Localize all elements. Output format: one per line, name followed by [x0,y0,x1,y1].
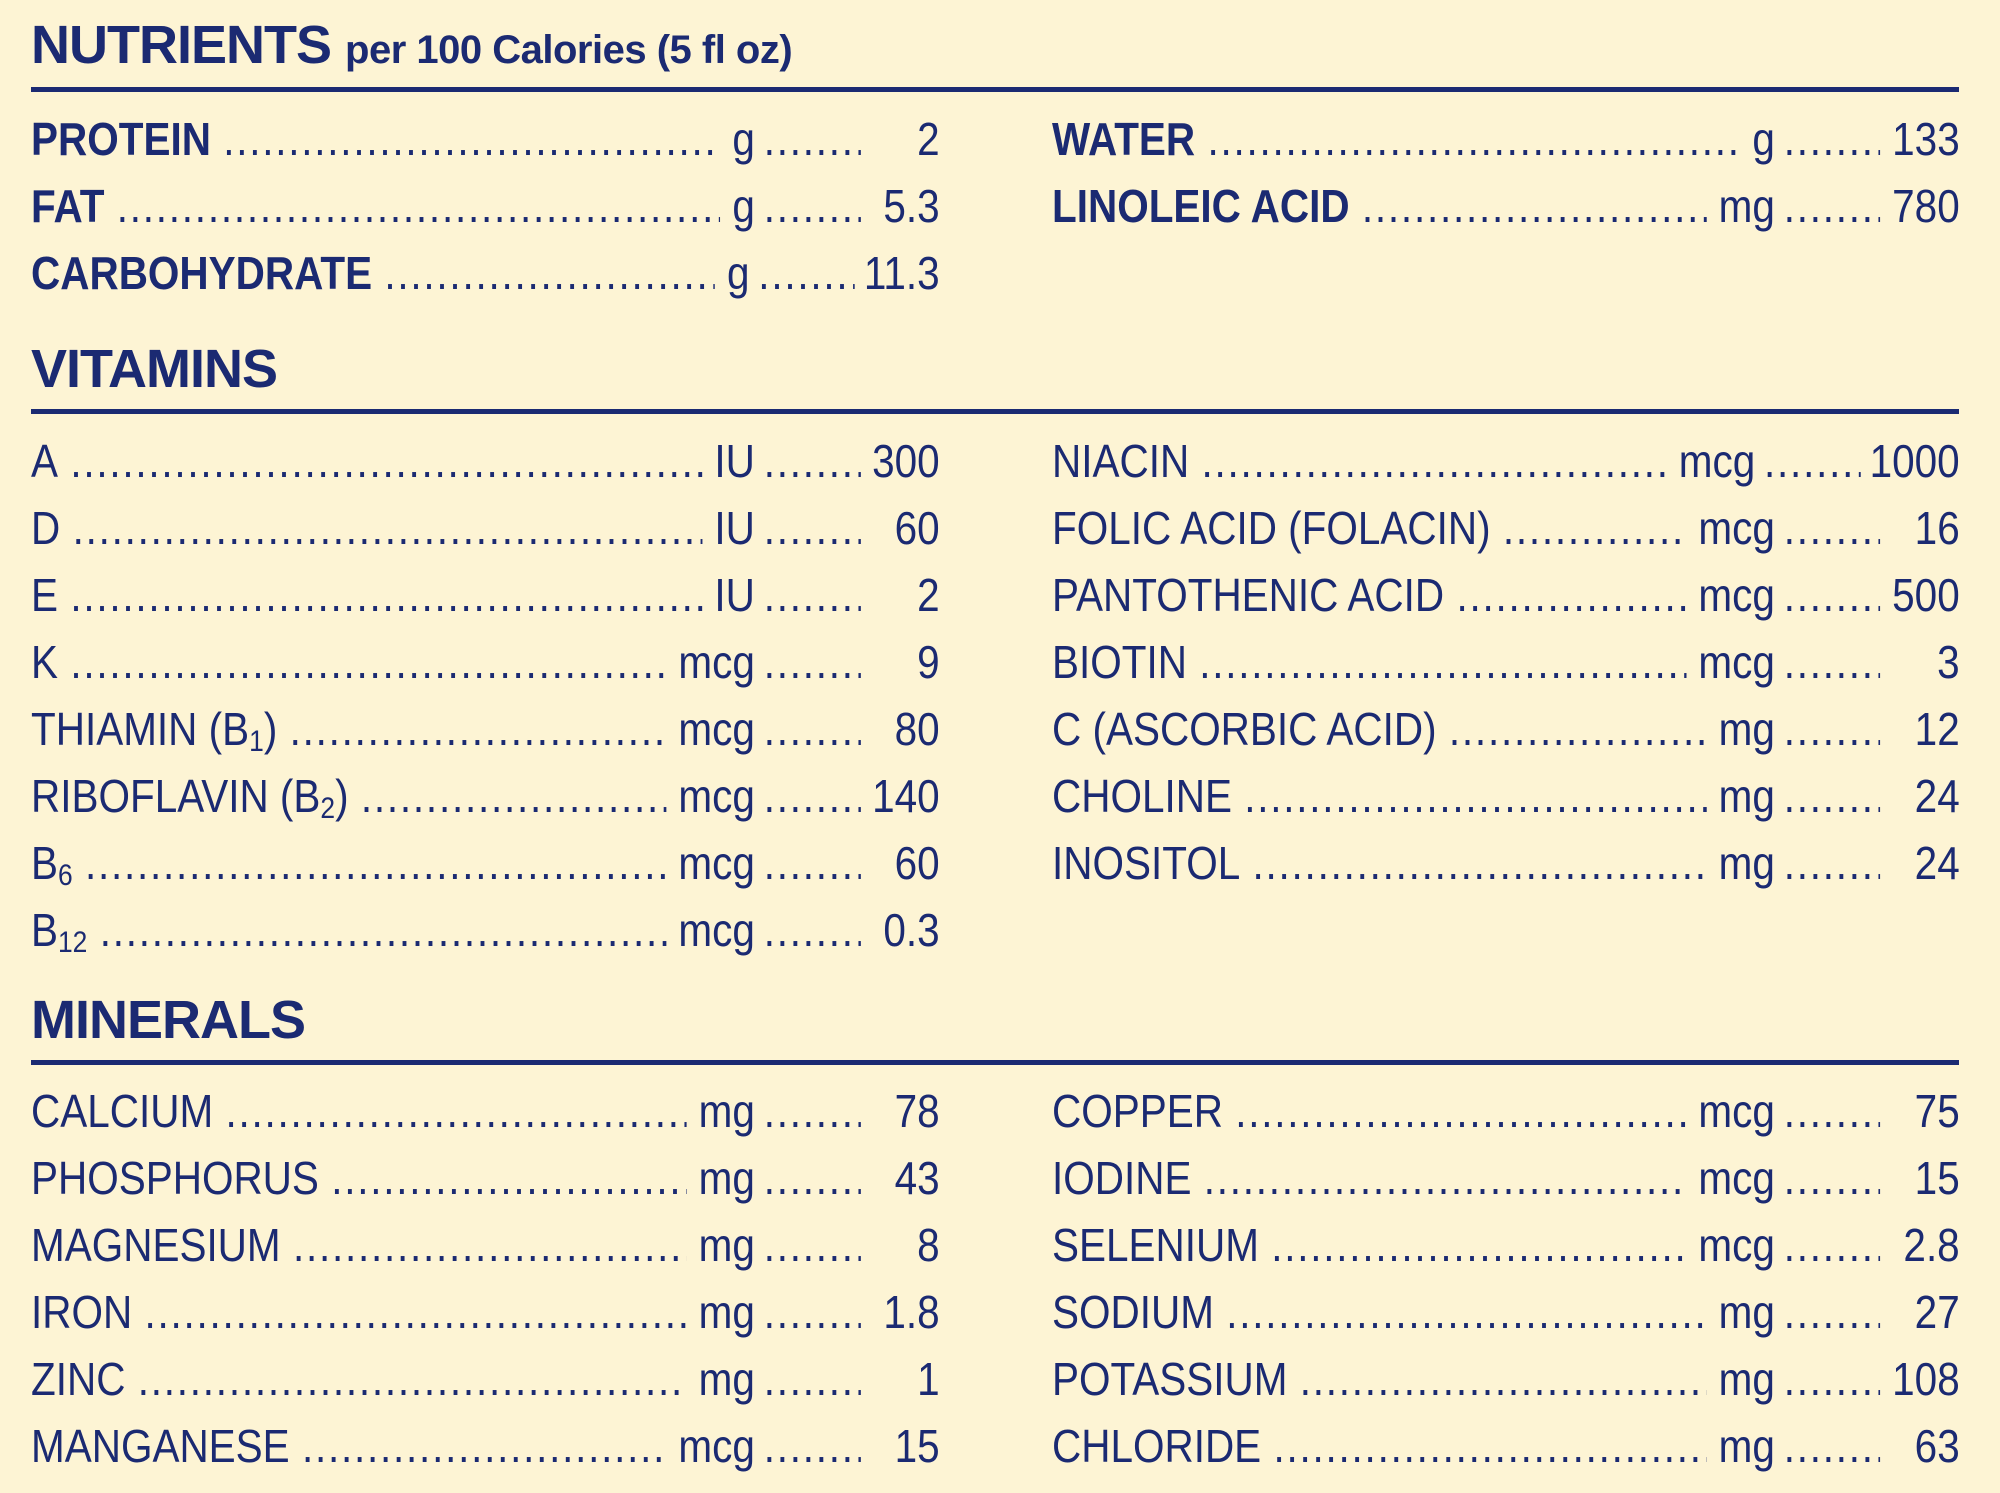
dot-leader [1253,830,1707,897]
nutrient-unit: mcg [678,770,755,822]
nutrient-row [1052,629,1960,696]
vitamins-heading: VITAMINS [31,339,277,399]
nutrient-row [31,830,940,897]
nutrient-value: 9 [917,636,940,688]
nutrient-unit: mg [1718,837,1775,889]
nutrient-name: $B_6$ [31,837,73,892]
nutrient-row [31,897,940,964]
nutrient-row [31,240,940,307]
nutrient-unit: mg [698,1353,755,1405]
nutrient-unit: mcg [1698,502,1775,554]
nutrient-name: INOSITOL [1052,837,1241,889]
nutrient-name: CHOLINE [1052,770,1232,822]
nutrient-value: 24 [1914,837,1960,889]
dot-leader [764,1212,861,1279]
nutrient-unit: mcg [678,904,755,956]
nutrient-value: 8 [917,1219,940,1271]
dot-leader [1274,1413,1707,1480]
dot-leader [764,1145,861,1212]
nutrient-value: 43 [894,1152,940,1204]
nutrient-row [31,106,940,173]
nutrient-row [31,1212,940,1279]
nutrient-name: MANGANESE [31,1420,290,1472]
nutrient-unit: mcg [678,703,755,755]
nutrient-row [1052,495,1960,562]
dot-leader [1235,1078,1686,1145]
minerals-left-column [31,1078,940,1480]
nutrient-value: 27 [1914,1286,1960,1338]
nutrient-value: 1 [917,1353,940,1405]
dot-leader [1784,495,1881,562]
nutrient-row [31,1145,940,1212]
nutrient-name: D [31,502,61,554]
dot-leader [764,1346,861,1413]
dot-leader [85,830,666,897]
nutrient-name: RIBOFLAVIN $(B_2)$ [31,770,349,825]
nutrient-value: 24 [1914,770,1960,822]
minerals-divider [31,1060,1959,1065]
nutrient-row [1052,1145,1960,1212]
dot-leader [764,696,861,763]
nutrients-heading [31,15,793,75]
dot-leader [764,495,861,562]
nutrient-value: 108 [1892,1353,1960,1405]
nutrient-value: 15 [894,1420,940,1472]
minerals-right-column [1052,1078,1960,1480]
nutrient-row [1052,1078,1960,1145]
vitamins-divider [31,409,1959,414]
nutrient-unit: mcg [1698,1219,1775,1271]
dot-leader [1784,173,1881,240]
nutrient-unit: mg [698,1152,755,1204]
dot-leader [764,1279,861,1346]
dot-leader [1784,763,1881,830]
dot-leader [764,897,861,964]
dot-leader [764,106,861,173]
nutrient-row [1052,1279,1960,1346]
nutrient-value: 12 [1914,703,1960,755]
nutrient-value: 140 [872,770,940,822]
nutrient-unit: mcg [678,1420,755,1472]
nutrient-name: WATER [1052,113,1196,165]
nutrient-row [1052,830,1960,897]
nutrient-name: THIAMIN $(B_1)$ [31,703,278,758]
nutrient-unit: mcg [678,837,755,889]
dot-leader [764,1413,861,1480]
dot-leader [764,428,861,495]
nutrient-unit: mg [1718,1420,1775,1472]
dot-leader [100,897,666,964]
nutrient-unit: mg [1718,703,1775,755]
nutrient-unit: mcg [1678,435,1756,487]
nutrient-row [31,1346,940,1413]
nutrient-row [1052,763,1960,830]
dot-leader [223,106,720,173]
dot-leader [1784,1145,1881,1212]
nutrient-name: PROTEIN [31,113,211,165]
dot-leader [1207,106,1740,173]
nutrient-value: 75 [1914,1085,1960,1137]
nutrient-row [1052,428,1960,495]
dot-leader [293,1212,686,1279]
nutrient-unit: mg [1718,1286,1775,1338]
dot-leader [1204,1145,1686,1212]
dot-leader [302,1413,666,1480]
dot-leader [1784,629,1881,696]
nutrient-unit: mcg [1698,1152,1775,1204]
nutrient-row [31,428,940,495]
dot-leader [117,173,720,240]
nutrient-value: 2 [917,113,940,165]
nutrient-unit: IU [714,502,755,554]
nutrient-row [31,629,940,696]
nutrients-divider [31,87,1959,92]
dot-leader [758,240,855,307]
dot-leader [764,1078,861,1145]
nutrients-right-column [1052,106,1960,240]
nutrient-value: 2 [917,569,940,621]
nutrients-left-column [31,106,940,307]
nutrient-row [1052,1212,1960,1279]
dot-leader [1764,428,1861,495]
nutrient-name: FAT [31,180,105,232]
nutrient-value: 300 [872,435,940,487]
nutrient-name: IRON [31,1286,133,1338]
nutrient-row [31,1413,940,1480]
nutrient-name: BIOTIN [1052,636,1187,688]
nutrient-value: 78 [894,1085,940,1137]
dot-leader [1784,1346,1881,1413]
nutrient-unit: g [732,180,755,232]
dot-leader [1784,696,1881,763]
nutrients-title: NUTRIENTS [31,15,331,75]
nutrient-value: 1000 [1869,435,1960,487]
dot-leader [1784,1413,1881,1480]
nutrient-row [1052,1346,1960,1413]
nutrient-value: 3 [1937,636,1960,688]
dot-leader [1503,495,1686,562]
nutrient-value: 15 [1914,1152,1960,1204]
nutrient-name: LINOLEIC ACID [1052,180,1350,232]
nutrient-row [31,763,940,830]
minerals-heading: MINERALS [31,990,305,1050]
nutrient-row [31,1279,940,1346]
dot-leader [73,495,703,562]
nutrient-unit: mg [1718,180,1775,232]
nutrient-name: NIACIN [1052,435,1190,487]
nutrient-row [1052,173,1960,240]
nutrient-name: SELENIUM [1052,1219,1259,1271]
nutrient-value: 2.8 [1903,1219,1960,1271]
nutrient-unit: IU [714,435,755,487]
nutrient-name: FOLIC ACID (FOLACIN) [1052,502,1491,554]
nutrient-unit: mcg [1698,1085,1775,1137]
nutrient-name: PANTOTHENIC ACID [1052,569,1445,621]
nutrient-value: 1.8 [883,1286,940,1338]
nutrient-name: SODIUM [1052,1286,1214,1338]
nutrient-name: E [31,569,59,621]
nutrient-name: A [31,435,59,487]
nutrient-name: CARBOHYDRATE [31,247,373,299]
subscript: 6 [58,859,73,892]
nutrient-row [31,696,940,763]
dot-leader [70,562,702,629]
nutrient-value: 5.3 [883,180,940,232]
nutrient-unit: g [1752,113,1775,165]
dot-leader [138,1346,687,1413]
nutrient-unit: mcg [678,636,755,688]
nutrient-unit: mcg [1698,569,1775,621]
dot-leader [1449,696,1706,763]
nutrient-value: 16 [1914,502,1960,554]
dot-leader [1784,1279,1881,1346]
nutrient-name: K [31,636,59,688]
vitamins-right-column [1052,428,1960,897]
nutrient-unit: mg [1718,1353,1775,1405]
nutrient-row [1052,696,1960,763]
nutrient-value: 60 [894,837,940,889]
nutrient-name: IODINE [1052,1152,1192,1204]
subscript: 1 [249,725,264,758]
nutrient-unit: g [732,113,755,165]
dot-leader [1226,1279,1706,1346]
dot-leader [764,629,861,696]
dot-leader [290,696,666,763]
dot-leader [764,763,861,830]
vitamins-left-column [31,428,940,964]
nutrient-name: CALCIUM [31,1085,214,1137]
nutrient-row [1052,1413,1960,1480]
dot-leader [1271,1212,1686,1279]
dot-leader [226,1078,687,1145]
nutrient-row [1052,562,1960,629]
nutrient-name: $B_{12}$ [31,904,88,959]
nutrients-subtitle: per 100 Calories (5 fl oz) [345,28,793,72]
nutrient-row [31,173,940,240]
dot-leader [1456,562,1686,629]
dot-leader [764,173,861,240]
dot-leader [1784,106,1881,173]
nutrient-unit: mg [698,1219,755,1271]
dot-leader [1300,1346,1707,1413]
nutrient-row [31,562,940,629]
subscript: 2 [320,792,336,825]
nutrient-value: 133 [1892,113,1960,165]
subscript: 12 [58,926,88,959]
dot-leader [1784,1078,1881,1145]
dot-leader [1784,1212,1881,1279]
nutrient-unit: mg [1718,770,1775,822]
nutrient-value: 63 [1914,1420,1960,1472]
dot-leader [764,562,861,629]
dot-leader [1202,428,1667,495]
dot-leader [1784,830,1881,897]
dot-leader [1784,562,1881,629]
nutrient-value: 780 [1892,180,1960,232]
dot-leader [1244,763,1706,830]
nutrient-value: 0.3 [883,904,940,956]
nutrient-row [31,1078,940,1145]
nutrient-unit: mg [698,1085,755,1137]
nutrient-unit: mg [698,1286,755,1338]
nutrient-unit: IU [714,569,755,621]
nutrient-name: POTASSIUM [1052,1353,1288,1405]
nutrient-row [1052,106,1960,173]
dot-leader [1362,173,1706,240]
dot-leader [145,1279,687,1346]
dot-leader [361,763,666,830]
nutrient-name: ZINC [31,1353,126,1405]
dot-leader [764,830,861,897]
nutrient-value: 60 [894,502,940,554]
nutrient-unit: g [726,247,750,299]
nutrient-name: C (ASCORBIC ACID) [1052,703,1437,755]
dot-leader [70,428,702,495]
nutrient-value: 80 [894,703,940,755]
nutrient-row [31,495,940,562]
dot-leader [1199,629,1686,696]
nutrient-name: MAGNESIUM [31,1219,281,1271]
dot-leader [384,240,714,307]
nutrient-name: CHLORIDE [1052,1420,1262,1472]
nutrient-unit: mcg [1698,636,1775,688]
nutrient-value: 11.3 [863,247,940,299]
nutrient-name: PHOSPHORUS [31,1152,319,1204]
dot-leader [70,629,666,696]
nutrient-name: COPPER [1052,1085,1223,1137]
nutrient-value: 500 [1892,569,1960,621]
dot-leader [331,1145,686,1212]
